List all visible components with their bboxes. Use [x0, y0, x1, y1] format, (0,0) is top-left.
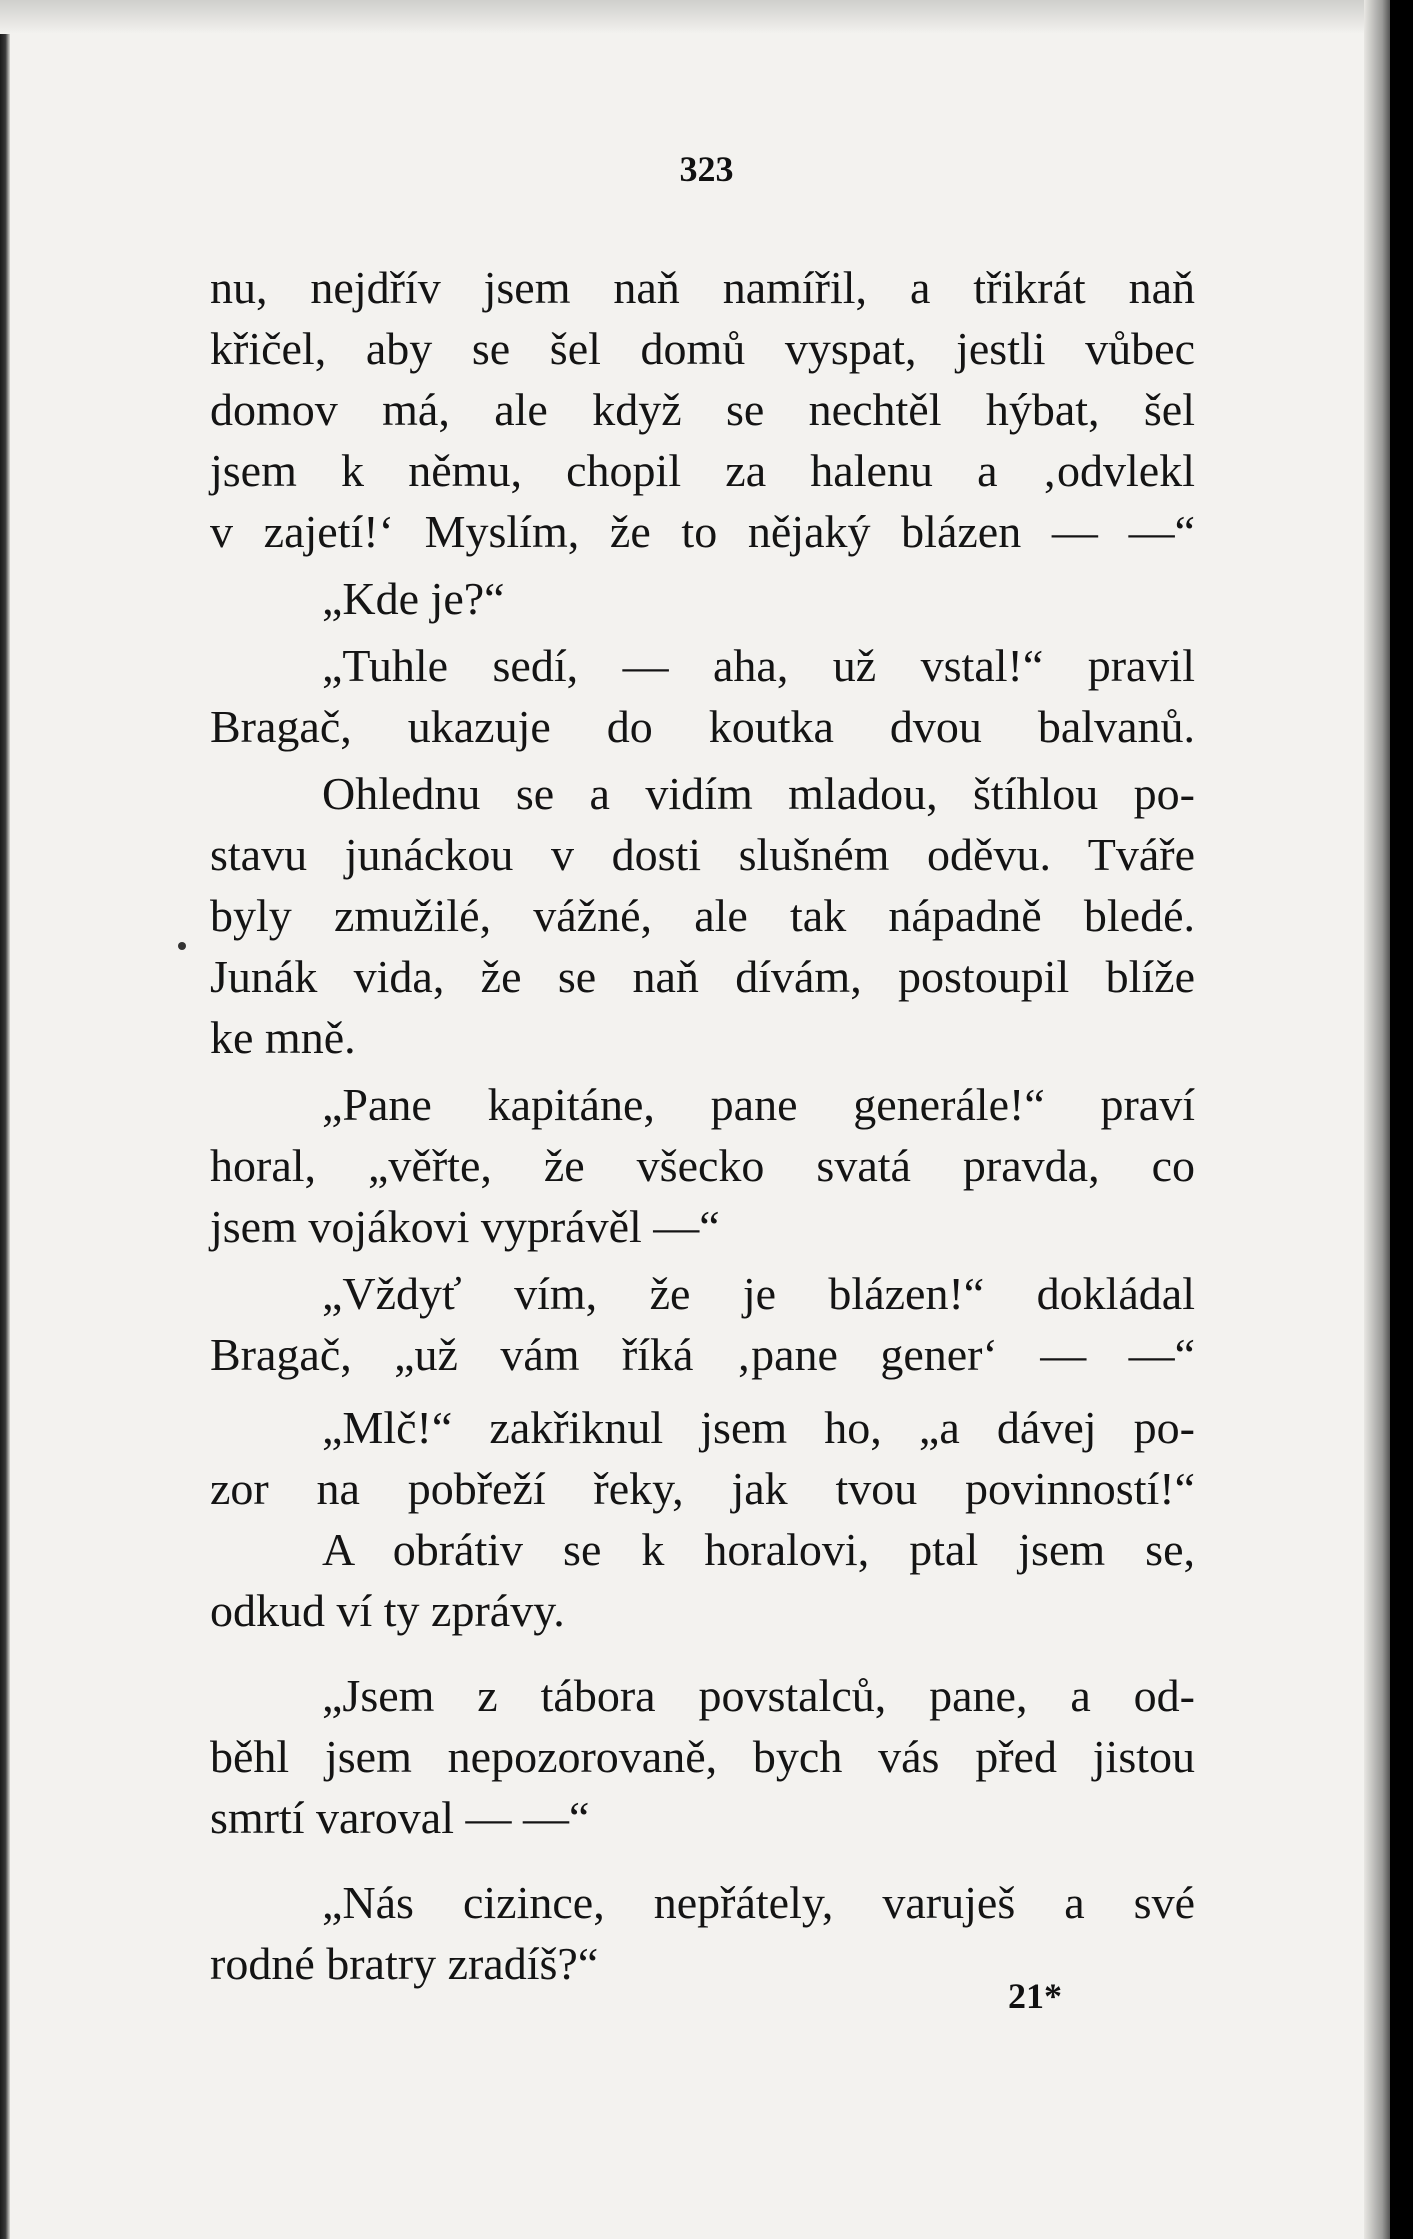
text-line: ke mně. [210, 1012, 356, 1063]
text-line: horal, „věřte, že všecko svatá pravda, co [210, 1140, 1195, 1191]
page-left-edge [0, 0, 10, 2239]
text-line: „Tuhle sedí, — aha, už vstal!“ pravil [322, 640, 1195, 691]
text-line: Bragač, ukazuje do koutka dvou balvanů. [210, 701, 1195, 752]
text-line: stavu junáckou v dosti slušném oděvu. Tváře [210, 829, 1195, 880]
text-line: Junák vida, že se naň dívám, postoupil blíže [210, 951, 1195, 1002]
page-top-edge [0, 0, 1390, 34]
printer-signature: 21* [1008, 1976, 1062, 2016]
text-line: A obrátiv se k horalovi, ptal jsem se, [322, 1524, 1195, 1575]
text-line: „Nás cizince, nepřátely, varuješ a své [322, 1877, 1195, 1928]
margin-mark [178, 942, 186, 950]
text-line: odkud ví ty zprávy. [210, 1585, 565, 1636]
text-line: „Jsem z tábora povstalců, pane, a od- [322, 1670, 1195, 1721]
text-line: Bragač, „už vám říká ‚pane gener‘ — —“ [210, 1329, 1195, 1380]
text-line: „Vždyť vím, že je blázen!“ dokládal [322, 1268, 1195, 1319]
text-line: Ohlednu se a vidím mladou, štíhlou po- [322, 768, 1195, 819]
text-line: zor na pobřeží řeky, jak tvou povinností!“ [210, 1463, 1195, 1514]
text-line: běhl jsem nepozorovaně, bych vás před jistou [210, 1731, 1195, 1782]
body-text [210, 257, 1195, 1994]
text-line: jsem vojákovi vyprávěl —“ [210, 1201, 720, 1252]
text-line: jsem k němu, chopil za halenu a ‚odvlekl [210, 445, 1195, 496]
page-number: 323 [679, 149, 734, 189]
text-line: v zajetí!‘ Myslím, že to nějaký blázen — —“ [210, 506, 1195, 557]
text-line: smrtí varoval — —“ [210, 1792, 590, 1843]
text-line: křičel, aby se šel domů vyspat, jestli vůbec [210, 323, 1195, 374]
text-line: rodné bratry zradíš?“ [210, 1938, 599, 1989]
text-line: „Kde je?“ [322, 573, 505, 624]
text-line: byly zmužilé, vážné, ale tak nápadně bledé. [210, 890, 1195, 941]
text-line: „Mlč!“ zakřiknul jsem ho, „a dávej po- [322, 1402, 1195, 1453]
text-line: nu, nejdřív jsem naň namířil, a třikrát naň [210, 262, 1195, 313]
text-line: domov má, ale když se nechtěl hýbat, šel [210, 384, 1195, 435]
text-line: „Pane kapitáne, pane generále!“ praví [322, 1079, 1195, 1130]
page-right-edge [1364, 0, 1390, 2239]
